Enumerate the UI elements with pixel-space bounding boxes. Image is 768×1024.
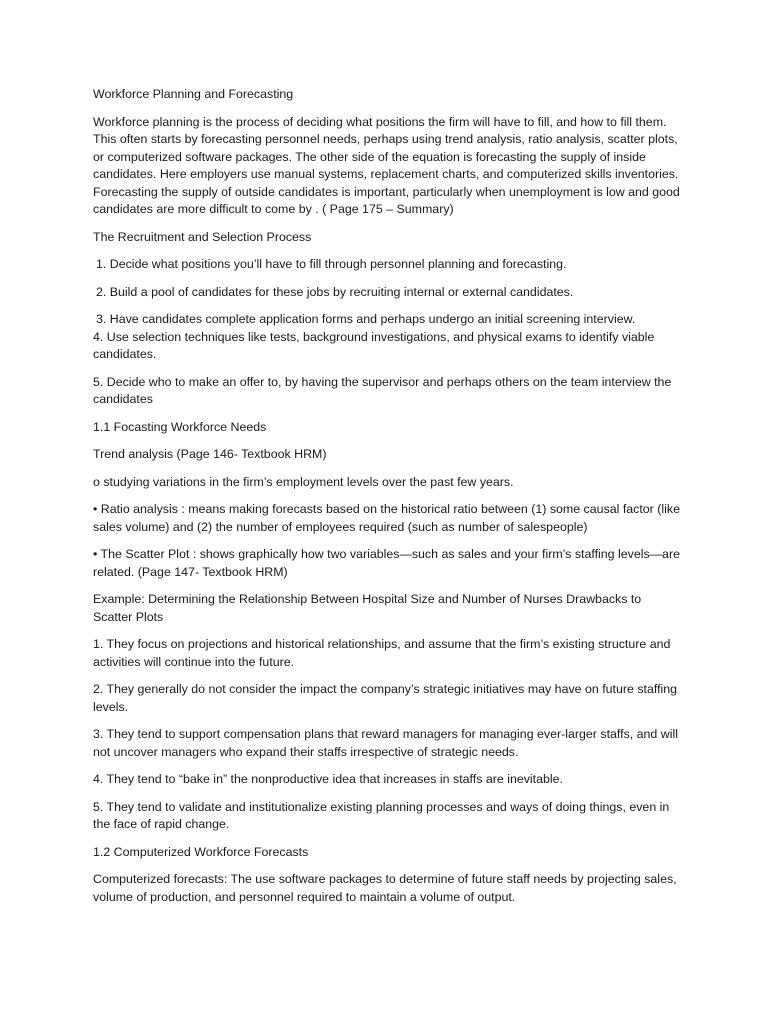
recruitment-step-4: 4. Use selection techniques like tests, background investigations, and physical exams to identify viable candidates. xyxy=(93,329,655,361)
document-page xyxy=(93,86,683,916)
drawback-1: 1. They focus on projections and historical relationships, and assume that the firm’s existing structure and activities will continue into the future. xyxy=(93,637,671,669)
scatter-plot-item: • The Scatter Plot : shows graphically how two variables—such as sales and your firm’s staffing levels—are related. (Page 147- Textbook HRM) xyxy=(93,547,680,579)
recruitment-step-2: 2. Build a pool of candidates for these jobs by recruiting internal or external candidates. xyxy=(96,284,574,299)
drawback-5: 5. They tend to validate and institutionalize existing planning processes and ways of doing things, even in the face of rapid change. xyxy=(93,799,670,831)
section-heading-forecasting-needs: 1.1 Focasting Workforce Needs xyxy=(93,419,267,434)
section-heading-recruitment: The Recruitment and Selection Process xyxy=(93,229,312,244)
drawback-3: 3. They tend to support compensation plans that reward managers for managing ever-larger staffs, and will not uncover managers who expand their staffs irrespective of strategic needs. xyxy=(93,727,678,759)
recruitment-step-3: 3. Have candidates complete application forms and perhaps undergo an initial screening interview. xyxy=(96,312,636,326)
ratio-analysis-item: • Ratio analysis : means making forecasts based on the historical ratio between (1) some causal factor (like sales volume) and (2) the number of employees required (such as number of salespeople) xyxy=(93,502,680,534)
drawback-2: 2. They generally do not consider the impact the company’s strategic initiatives may have on future staffing levels. xyxy=(93,682,678,714)
trend-analysis-heading: Trend analysis (Page 146- Textbook HRM) xyxy=(93,447,327,461)
document-title: Workforce Planning and Forecasting xyxy=(93,87,294,101)
computerized-forecasts-text: Computerized forecasts: The use software packages to determine of future staff needs by projecting sales, volume of production, and personnel required to maintain a volume of output. xyxy=(93,872,677,904)
workforce-planning-summary: Workforce planning is the process of deciding what positions the firm will have to fill, and how to fill them. This often starts by forecasting personnel needs, perhaps using trend analysis, ratio analysis, scatter plots, or computerized software packages. The other side of the equation is forecasting the supply of inside candidates. Here employers use manual systems, replacement charts, and computerized skills inventories. Forecasting the supply of outside candidates is important, particularly when unemployment is low and good candidates are more difficult to come by . ( Page 175 – Summary) xyxy=(93,114,680,216)
section-heading-computerized: 1.2 Computerized Workforce Forecasts xyxy=(93,844,309,859)
recruitment-step-5: 5. Decide who to make an offer to, by having the supervisor and perhaps others on the team interview the candidates xyxy=(93,374,672,406)
trend-analysis-item: o studying variations in the firm’s employment levels over the past few years. xyxy=(93,474,514,489)
recruitment-step-1: 1. Decide what positions you’ll have to fill through personnel planning and forecasting. xyxy=(96,257,567,271)
drawback-4: 4. They tend to “bake in” the nonproductive idea that increases in staffs are inevitable. xyxy=(93,772,563,786)
example-heading: Example: Determining the Relationship Between Hospital Size and Number of Nurses Drawbacks to Scatter Plots xyxy=(93,592,642,624)
